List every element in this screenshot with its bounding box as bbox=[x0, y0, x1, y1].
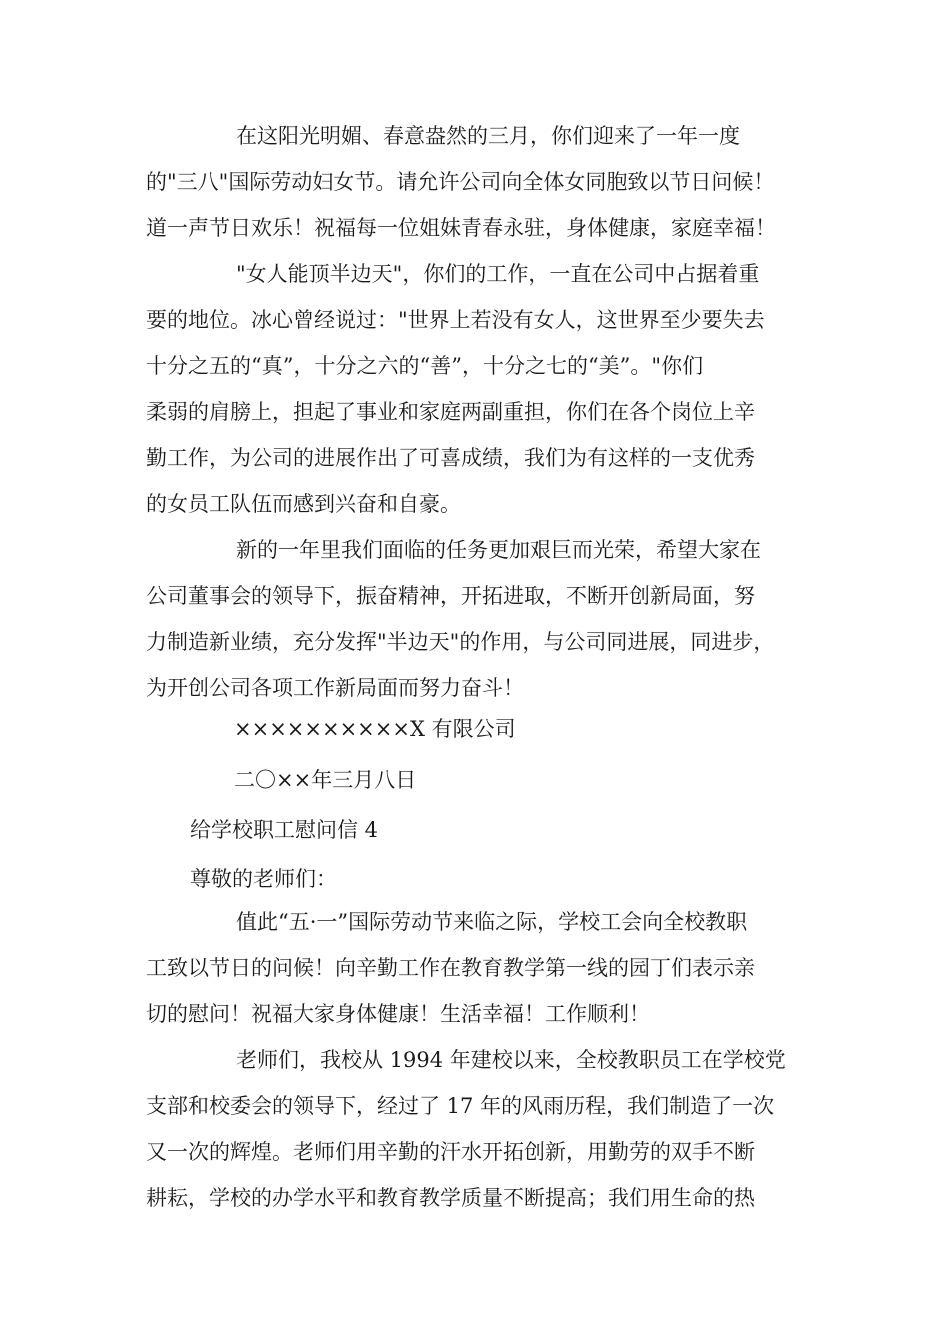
text-line: "女人能顶半边天"，你们的工作，一直在公司中占据着重 bbox=[236, 262, 760, 286]
text-line: 公司董事会的领导下，振奋精神，开拓进取，不断开创新局面，努 bbox=[146, 584, 755, 608]
text-line: 值此“五·一”国际劳动节来临之际，学校工会向全校教职 bbox=[236, 910, 748, 934]
text-line: 为开创公司各项工作新局面而努力奋斗！ bbox=[146, 676, 524, 700]
signature-date: 二〇××年三月八日 bbox=[234, 768, 417, 792]
text-line: 在这阳光明媚、春意盎然的三月，你们迎来了一年一度 bbox=[236, 124, 740, 148]
text-line: 切的慰问！祝福大家身体健康！生活幸福！工作顺利！ bbox=[146, 1002, 650, 1026]
text-line: 柔弱的肩膀上，担起了事业和家庭两副重担，你们在各个岗位上辛 bbox=[146, 400, 755, 424]
text-line: 的"三八"国际劳动妇女节。请允许公司向全体女同胞致以节日问候！ bbox=[146, 170, 775, 194]
text-line: 老师们，我校从 1994 年建校以来，全校教职员工在学校党 bbox=[236, 1048, 786, 1072]
text-line: 工致以节日的问候！向辛勤工作在教育教学第一线的园丁们表示亲 bbox=[146, 956, 755, 980]
text-line: 的女员工队伍而感到兴奋和自豪。 bbox=[146, 492, 461, 516]
text-line: 要的地位。冰心曾经说过："世界上若没有女人，这世界至少要失去 bbox=[146, 308, 765, 332]
company-signature: ××××××××××X 有限公司 bbox=[234, 717, 516, 741]
salutation: 尊敬的老师们： bbox=[190, 867, 337, 891]
text-line: 力制造新业绩，充分发挥"半边天"的作用，与公司同进展，同进步， bbox=[146, 630, 775, 654]
text-line: 耕耘，学校的办学水平和教育教学质量不断提高；我们用生命的热 bbox=[146, 1186, 755, 1210]
text-line: 又一次的辉煌。老师们用辛勤的汗水开拓创新，用勤劳的双手不断 bbox=[146, 1140, 755, 1164]
text-line: 支部和校委会的领导下，经过了 17 年的风雨历程，我们制造了一次 bbox=[146, 1094, 775, 1118]
text-line: 勤工作，为公司的进展作出了可喜成绩，我们为有这样的一支优秀 bbox=[146, 446, 755, 470]
text-line: 新的一年里我们面临的任务更加艰巨而光荣，希望大家在 bbox=[236, 538, 761, 562]
text-line: 十分之五的“真”，十分之六的“善”，十分之七的“美”。"你们 bbox=[146, 354, 704, 378]
text-line: 道一声节日欢乐！祝福每一位姐妹青春永驻，身体健康，家庭幸福！ bbox=[146, 216, 776, 240]
section-heading: 给学校职工慰问信 4 bbox=[190, 818, 379, 842]
